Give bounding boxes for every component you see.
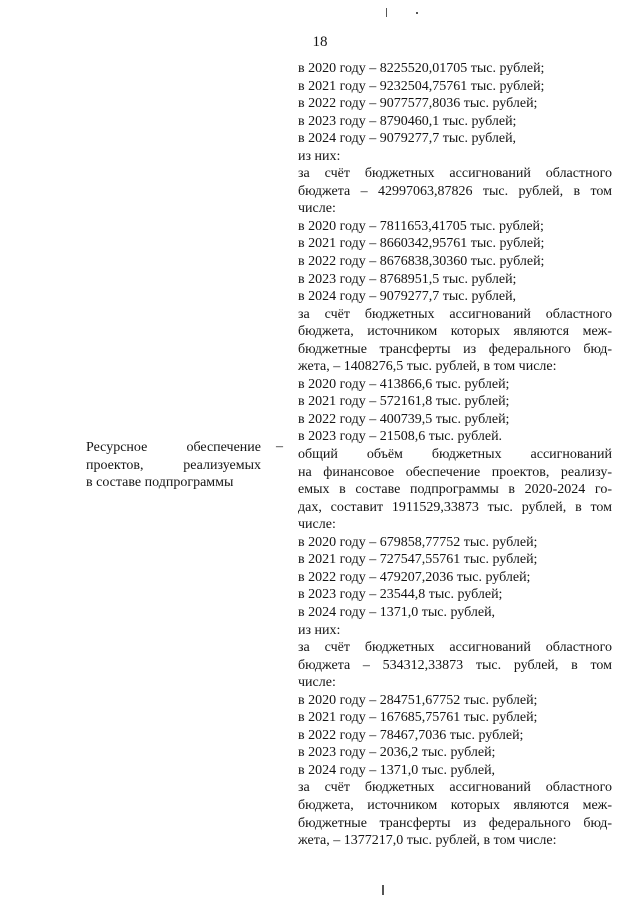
text-line: бюджета – 42997063,87826 тыс. рублей, в том bbox=[298, 183, 612, 199]
text-line: бюджета, источником которых являются меж- bbox=[298, 797, 612, 813]
text-line: из них: bbox=[298, 622, 341, 638]
text-line: бюджетные трансферты из федерального бюд- bbox=[298, 341, 612, 357]
text-line: дах, составит 1911529,33873 тыс. рублей, в том bbox=[298, 499, 612, 515]
text-line: в 2020 году – 679858,77752 тыс. рублей; bbox=[298, 534, 538, 550]
text-line: в 2024 году – 1371,0 тыс. рублей, bbox=[298, 604, 496, 620]
text-line: в 2022 году – 8676838,30360 тыс. рублей; bbox=[298, 254, 545, 270]
text-line: числе: bbox=[298, 675, 336, 691]
text-line: в 2020 году – 413866,6 тыс. рублей; bbox=[298, 376, 510, 392]
text-line: за счёт бюджетных ассигнований областного bbox=[298, 306, 612, 322]
row-label-line: в составе подпрограммы bbox=[86, 475, 234, 491]
text-line: в 2022 году – 479207,2036 тыс. рублей; bbox=[298, 569, 531, 585]
text-line: в 2021 году – 8660342,95761 тыс. рублей; bbox=[298, 236, 545, 252]
text-line: в 2023 году – 2036,2 тыс. рублей; bbox=[298, 745, 496, 761]
scan-mark bbox=[386, 8, 387, 17]
text-line: на финансовое обеспечение проектов, реализу- bbox=[298, 464, 612, 480]
text-line: в 2023 году – 23544,8 тыс. рублей; bbox=[298, 587, 503, 603]
budget-text-column bbox=[298, 60, 612, 850]
text-line: в 2022 году – 9077577,8036 тыс. рублей; bbox=[298, 96, 538, 112]
row-label-resource-provision bbox=[86, 439, 261, 492]
text-line: в 2021 году – 167685,75761 тыс. рублей; bbox=[298, 710, 538, 726]
row-label-dash: – bbox=[276, 439, 283, 454]
scan-mark bbox=[382, 885, 384, 895]
text-line: в 2021 году – 9232504,75761 тыс. рублей; bbox=[298, 78, 545, 94]
text-line: общий объём бюджетных ассигнований bbox=[298, 447, 612, 463]
text-line: жета, – 1377217,0 тыс. рублей, в том числе: bbox=[298, 833, 557, 849]
text-line: емых в составе подпрограммы в 2020-2024 го- bbox=[298, 482, 612, 498]
text-line: числе: bbox=[298, 517, 336, 533]
text-line: жета, – 1408276,5 тыс. рублей, в том числе: bbox=[298, 359, 557, 375]
text-line: бюджета – 534312,33873 тыс. рублей, в том bbox=[298, 657, 612, 673]
text-line: в 2021 году – 727547,55761 тыс. рублей; bbox=[298, 552, 538, 568]
text-line: в 2020 году – 8225520,01705 тыс. рублей; bbox=[298, 61, 545, 76]
text-line: в 2022 году – 400739,5 тыс. рублей; bbox=[298, 411, 510, 427]
text-line: в 2024 году – 1371,0 тыс. рублей, bbox=[298, 762, 496, 778]
text-line: в 2024 году – 9079277,7 тыс. рублей, bbox=[298, 289, 517, 305]
text-line: за счёт бюджетных ассигнований областного bbox=[298, 780, 612, 796]
row-label-line: Ресурсное обеспечение bbox=[86, 440, 261, 455]
text-line: в 2020 году – 284751,67752 тыс. рублей; bbox=[298, 692, 538, 708]
text-line: в 2024 году – 9079277,7 тыс. рублей, bbox=[298, 131, 517, 147]
text-line: в 2020 году – 7811653,41705 тыс. рублей; bbox=[298, 218, 544, 234]
text-line: в 2021 году – 572161,8 тыс. рублей; bbox=[298, 394, 510, 410]
page-number: 18 bbox=[312, 34, 328, 50]
text-line: за счёт бюджетных ассигнований областного bbox=[298, 640, 612, 656]
scan-mark bbox=[416, 12, 418, 14]
row-label-line: проектов, реализуемых bbox=[86, 457, 261, 473]
text-line: числе: bbox=[298, 201, 336, 217]
text-line: бюджета, источником которых являются меж- bbox=[298, 324, 612, 340]
text-line: бюджетные трансферты из федерального бюд- bbox=[298, 815, 612, 831]
text-line: из них: bbox=[298, 148, 341, 164]
text-line: в 2022 году – 78467,7036 тыс. рублей; bbox=[298, 727, 524, 743]
text-line: в 2023 году – 8768951,5 тыс. рублей; bbox=[298, 271, 517, 287]
text-line: в 2023 году – 21508,6 тыс. рублей. bbox=[298, 429, 503, 445]
text-line: в 2023 году – 8790460,1 тыс. рублей; bbox=[298, 113, 517, 129]
text-line: за счёт бюджетных ассигнований областного bbox=[298, 166, 612, 182]
